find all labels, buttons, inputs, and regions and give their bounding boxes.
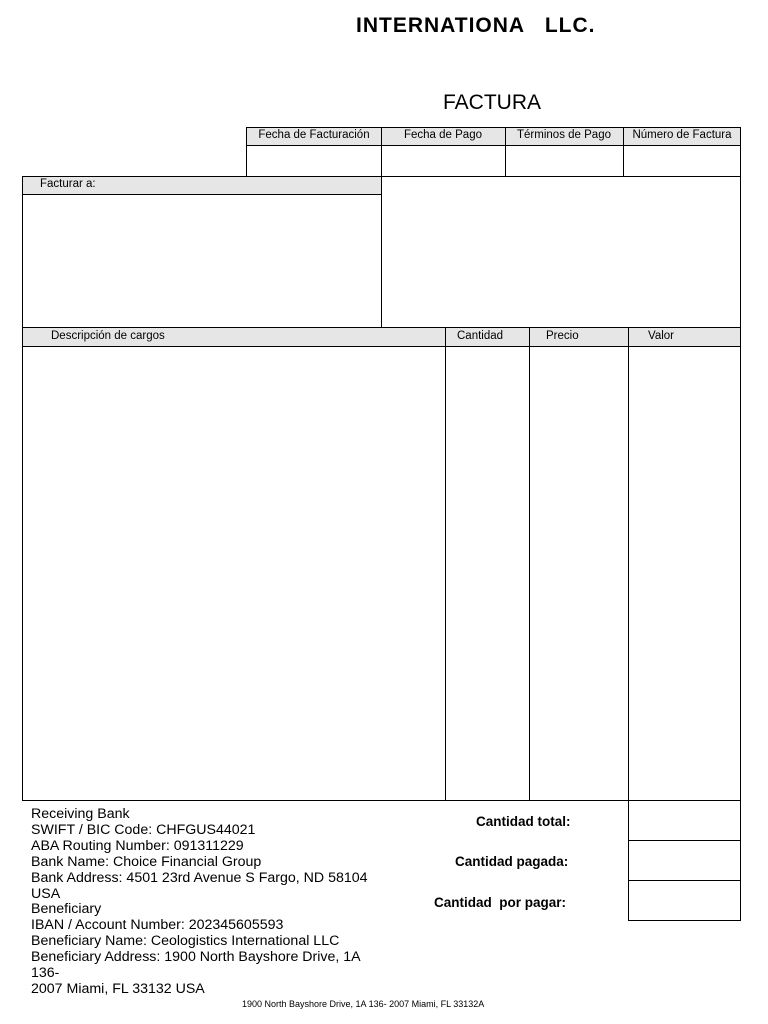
bank-line: ABA Routing Number: 091311229 [31,837,244,854]
col-header-payment-date: Fecha de Pago [403,129,482,141]
paid-amount-label: Cantidad pagada: [455,854,569,869]
col-header-invoice-number: Número de Factura [632,129,732,141]
bill-to-box [22,176,382,328]
invoice-info-table [246,127,741,177]
col-header-payment-terms: Términos de Pago [517,129,611,141]
col-header-invoice-date: Fecha de Facturación [258,129,370,141]
column-divider [445,328,446,800]
totals-box [628,800,741,921]
bank-line: 136- [31,965,60,982]
charges-table [22,327,741,801]
bank-line: 2007 Miami, FL 33132 USA [31,980,205,997]
total-amount-label: Cantidad total: [476,814,571,829]
address-box [381,176,741,328]
col-header-price: Precio [546,330,579,342]
bank-info [31,807,431,998]
document-title: FACTURA [443,91,542,114]
bank-line: Bank Name: Choice Financial Group [31,853,262,870]
bank-line: IBAN / Account Number: 202345605593 [31,917,284,934]
col-header-value: Valor [648,330,674,342]
bank-line: Receiving Bank [31,806,130,822]
bank-line: Beneficiary Name: Ceologistics International LLC [31,933,340,950]
bill-to-header [23,177,381,195]
company-name: INTERNATIONA LLC. [356,14,596,37]
bank-line: USA [31,885,61,902]
bill-to-label: Facturar a: [40,178,96,190]
bank-line: Beneficiary [31,901,102,918]
bank-line: Beneficiary Address: 1900 North Bayshore Drive, 1A [31,949,361,966]
footer-address: 1900 North Bayshore Drive, 1A 136- 2007 Miami, FL 33132A [242,999,485,1009]
bank-line: SWIFT / BIC Code: CHFGUS44021 [31,821,256,838]
column-divider [628,328,629,800]
col-header-quantity: Cantidad [457,330,504,342]
bank-line: Bank Address: 4501 23rd Avenue S Fargo, ND 58104 [31,869,368,886]
due-amount-label: Cantidad por pagar: [434,895,567,910]
row-divider [629,840,740,841]
row-divider [629,880,740,881]
col-header-description: Descripción de cargos [51,330,165,342]
column-divider [529,328,530,800]
